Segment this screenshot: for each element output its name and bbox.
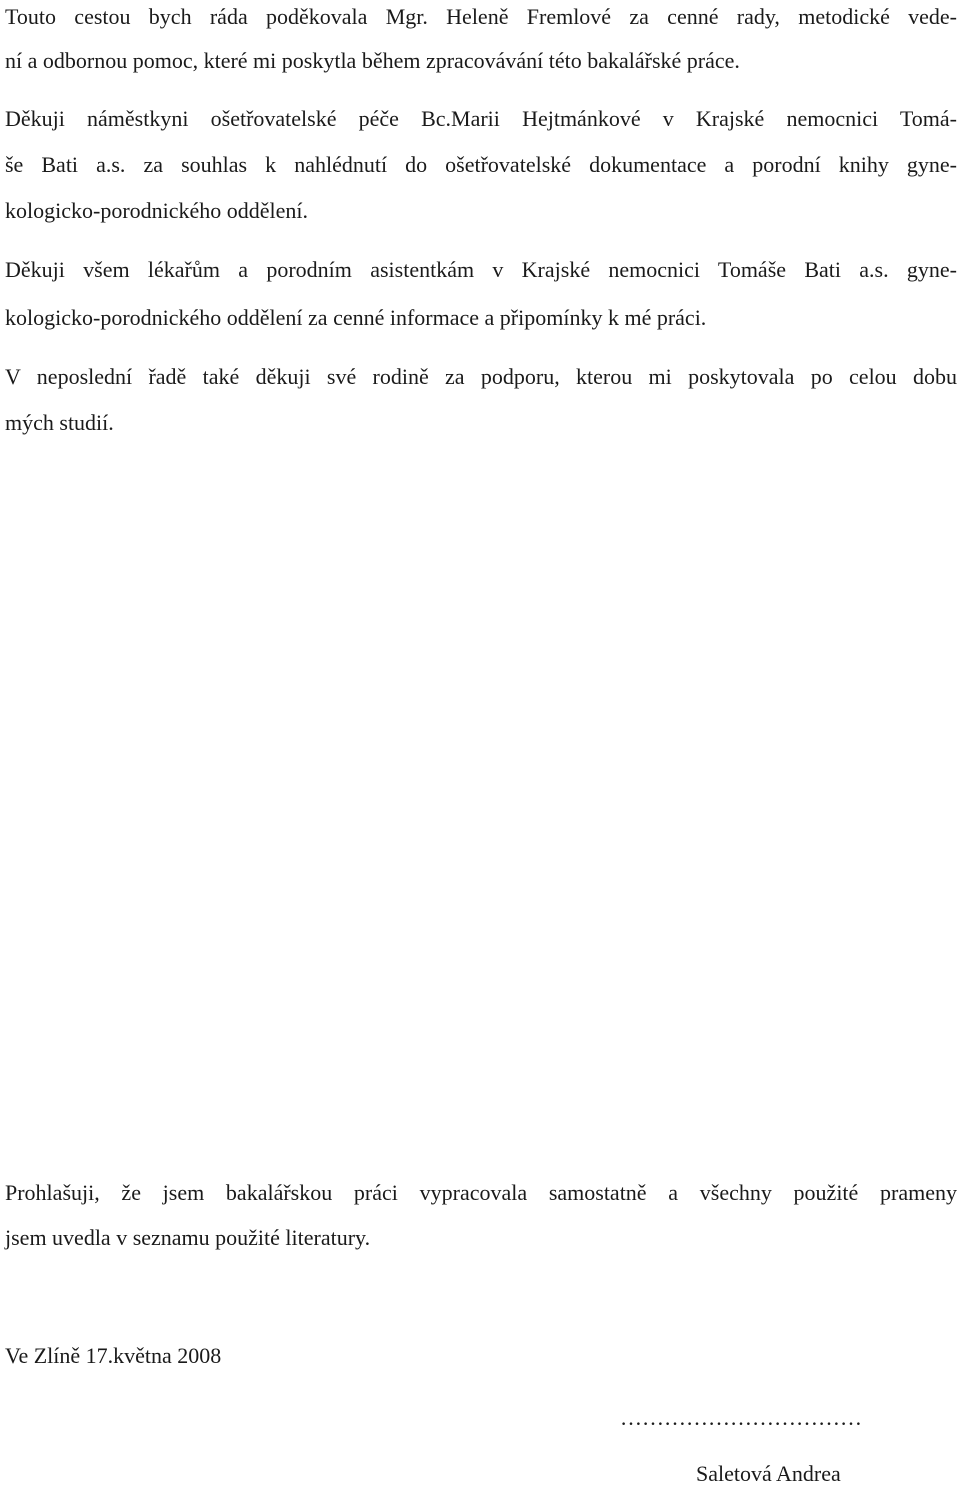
text-line: ní a odbornou pomoc, které mi poskytla během zpracovávání této bakalářské práce. — [5, 48, 740, 73]
text-line: kologicko-porodnického oddělení za cenné informace a připomínky k mé práci. — [5, 305, 707, 330]
place-date: Ve Zlíně 17.května 2008 — [5, 1343, 222, 1368]
text-line: mých studií. — [5, 410, 114, 435]
text-line: Touto cestou bych ráda poděkovala Mgr. Heleně Fremlové za cenné rady, metodické vede- — [5, 4, 957, 29]
text-line: Děkuji náměstkyni ošetřovatelské péče Bc.Marii Hejtmánkové v Krajské nemocnici Tomá- — [5, 106, 957, 131]
text-line: jsem uvedla v seznamu použité literatury. — [5, 1225, 371, 1250]
text-line: Děkuji všem lékařům a porodním asistentkám v Krajské nemocnici Tomáše Bati a.s. gyne- — [5, 257, 957, 282]
text-line: kologicko-porodnického oddělení. — [5, 198, 309, 223]
signature-name: Saletová Andrea — [696, 1461, 841, 1486]
text-line: Prohlašuji, že jsem bakalářskou práci vypracovala samostatně a všechny použité prameny — [5, 1180, 957, 1205]
text-line: še Bati a.s. za souhlas k nahlédnutí do ošetřovatelské dokumentace a porodní knihy gyne- — [5, 152, 957, 177]
text-line: V neposlední řadě také děkuji své rodině za podporu, kterou mi poskytovala po celou dobu — [5, 364, 957, 389]
signature-line: …………………………… — [620, 1405, 862, 1430]
